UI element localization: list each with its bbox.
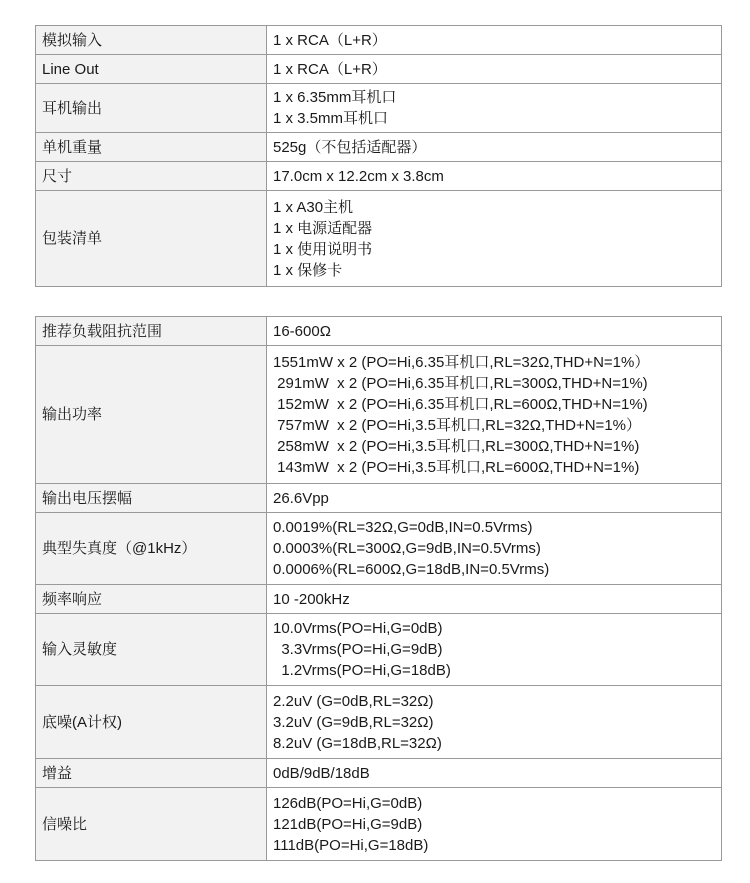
- spec-value-line: 10.0Vrms(PO=Hi,G=0dB): [273, 620, 443, 637]
- spec-value-line: 1 x 使用说明书: [273, 240, 373, 258]
- spec-value-line: 143mW x 2 (PO=Hi,3.5耳机口,RL=600Ω,THD+N=1%): [273, 458, 640, 476]
- spec-row-package-contents: [36, 191, 722, 287]
- spec-value-line: 1 x 6.35mm耳机口: [273, 89, 397, 106]
- spec-value-line: 2.2uV (G=0dB,RL=32Ω): [273, 692, 434, 710]
- spec-value-line: 1551mW x 2 (PO=Hi,6.35耳机口,RL=32Ω,THD+N=1%）: [273, 353, 650, 371]
- spec-label: 底噪(A计权): [36, 686, 267, 759]
- spec-label: 包装清单: [36, 191, 267, 287]
- spec-label: 信噪比: [36, 788, 267, 861]
- spec-row-frequency-response: [36, 585, 722, 614]
- spec-label: 耳机输出: [36, 84, 267, 133]
- spec-row-output-power: [36, 346, 722, 484]
- spec-label: Line Out: [36, 55, 267, 84]
- spec-value-line: 0.0003%(RL=300Ω,G=9dB,IN=0.5Vrms): [273, 540, 541, 557]
- spec-value-line: 3.2uV (G=9dB,RL=32Ω): [273, 713, 434, 731]
- spec-value: [267, 317, 722, 346]
- spec-row-dimensions: [36, 162, 722, 191]
- spec-value: [267, 84, 722, 133]
- spec-value-line: 0dB/9dB/18dB: [273, 764, 370, 782]
- spec-label: 推荐负载阻抗范围: [36, 317, 267, 346]
- spec-value: [267, 191, 722, 287]
- spec-value: [267, 759, 722, 788]
- spec-value-line: 0.0006%(RL=600Ω,G=18dB,IN=0.5Vrms): [273, 561, 550, 578]
- spec-label: 输出电压摆幅: [36, 484, 267, 513]
- spec-row-line-out: [36, 55, 722, 84]
- spec-value: [267, 788, 722, 861]
- spec-row-snr: [36, 788, 722, 861]
- spec-value-line: 126dB(PO=Hi,G=0dB): [273, 794, 423, 812]
- spec-value-line: 111dB(PO=Hi,G=18dB): [273, 836, 429, 854]
- spec-label: 输入灵敏度: [36, 614, 267, 686]
- spec-value: [267, 513, 722, 585]
- spec-label: 增益: [36, 759, 267, 788]
- spec-value: [267, 585, 722, 614]
- spec-value: [267, 133, 722, 162]
- spec-value-line: 1 x 3.5mm耳机口: [273, 110, 389, 127]
- spec-row-weight: [36, 133, 722, 162]
- spec-label: 频率响应: [36, 585, 267, 614]
- spec-label: 单机重量: [36, 133, 267, 162]
- spec-value-line: 1.2Vrms(PO=Hi,G=18dB): [273, 662, 451, 679]
- spec-row-analog-input: [36, 26, 722, 55]
- spec-table-general: [35, 25, 722, 287]
- spec-label: 输出功率: [36, 346, 267, 484]
- spec-value-line: 121dB(PO=Hi,G=9dB): [273, 815, 423, 833]
- spec-value-line: 152mW x 2 (PO=Hi,6.35耳机口,RL=600Ω,THD+N=1%): [273, 395, 648, 413]
- spec-row-input-sensitivity: [36, 614, 722, 686]
- spec-value-line: 1 x A30主机: [273, 198, 354, 216]
- spec-value-line: 16-600Ω: [273, 322, 331, 340]
- spec-row-load-impedance: [36, 317, 722, 346]
- spec-row-gain: [36, 759, 722, 788]
- spec-value: [267, 26, 722, 55]
- spec-value-line: 1 x 电源适配器: [273, 219, 373, 237]
- spec-value-line: 1 x 保修卡: [273, 261, 343, 279]
- spec-label: 尺寸: [36, 162, 267, 191]
- spec-value: [267, 614, 722, 686]
- spec-value-line: 1 x RCA（L+R）: [273, 60, 387, 78]
- spec-value-line: 757mW x 2 (PO=Hi,3.5耳机口,RL=32Ω,THD+N=1%）: [273, 416, 641, 434]
- spec-value: [267, 484, 722, 513]
- spec-row-distortion: [36, 513, 722, 585]
- spec-value-line: 291mW x 2 (PO=Hi,6.35耳机口,RL=300Ω,THD+N=1%): [273, 374, 648, 392]
- spec-table-performance: [35, 316, 722, 861]
- spec-value-line: 525g（不包括适配器）: [273, 138, 427, 156]
- spec-value: [267, 346, 722, 484]
- spec-row-headphone-output: [36, 84, 722, 133]
- spec-value-line: 0.0019%(RL=32Ω,G=0dB,IN=0.5Vrms): [273, 519, 533, 536]
- spec-row-noise-floor: [36, 686, 722, 759]
- spec-value-line: 8.2uV (G=18dB,RL=32Ω): [273, 734, 442, 752]
- spec-row-voltage-swing: [36, 484, 722, 513]
- spec-value-line: 3.3Vrms(PO=Hi,G=9dB): [273, 641, 443, 658]
- spec-value-line: 26.6Vpp: [273, 489, 329, 507]
- spec-label: 模拟输入: [36, 26, 267, 55]
- spec-value-line: 17.0cm x 12.2cm x 3.8cm: [273, 167, 444, 185]
- spec-value: [267, 55, 722, 84]
- spec-label: 典型失真度（@1kHz）: [36, 513, 267, 585]
- spec-value-line: 258mW x 2 (PO=Hi,3.5耳机口,RL=300Ω,THD+N=1%): [273, 437, 640, 455]
- spec-value: [267, 162, 722, 191]
- spec-value-line: 1 x RCA（L+R）: [273, 31, 387, 49]
- spec-value-line: 10 -200kHz: [273, 590, 350, 608]
- spec-value: [267, 686, 722, 759]
